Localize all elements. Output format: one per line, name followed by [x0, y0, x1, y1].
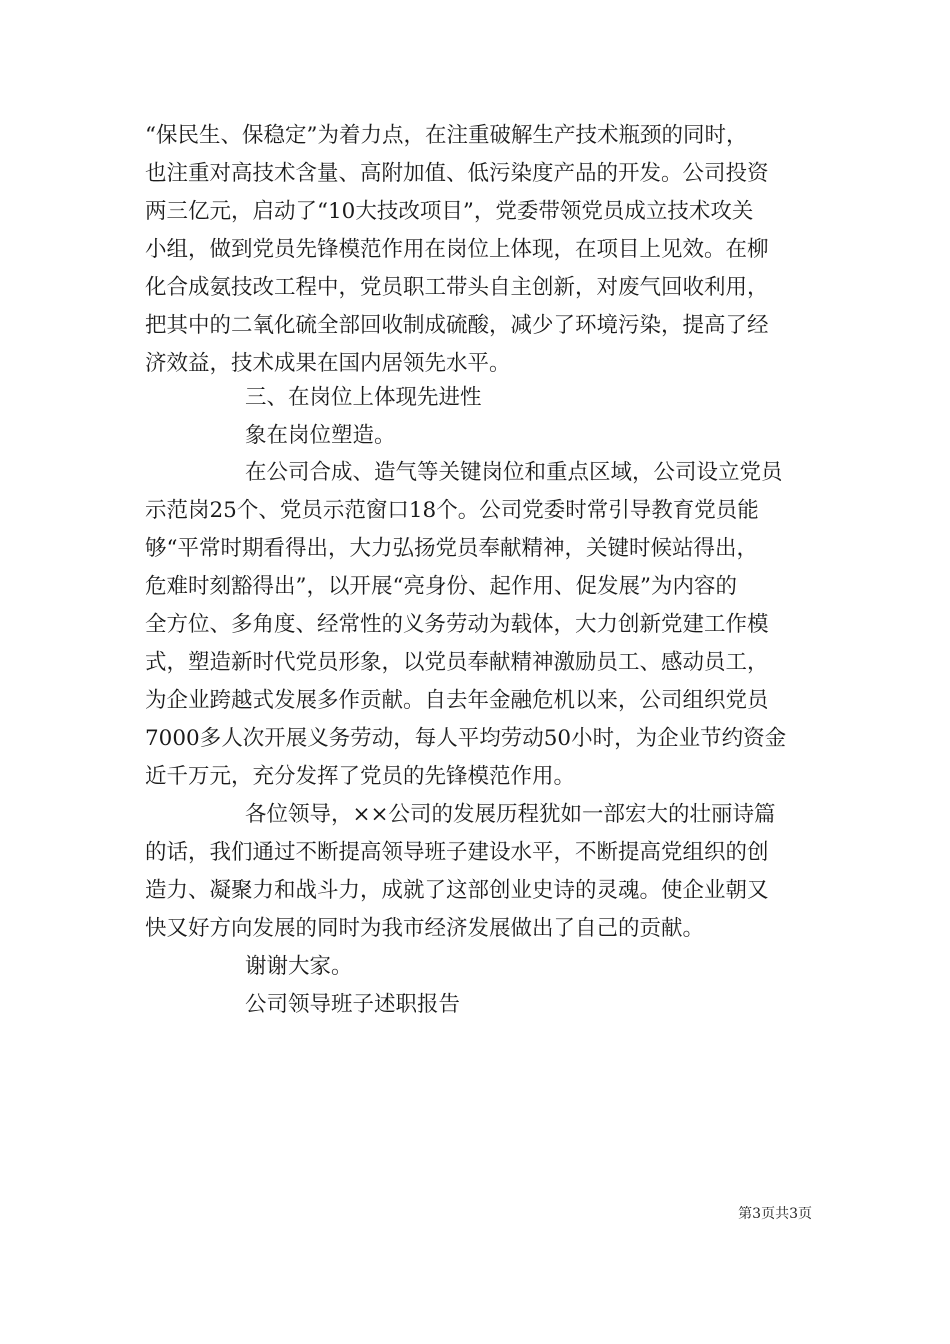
paragraph-line: 7000多人次开展义务劳动，每人平均劳动50小时，为企业节约资金: [145, 726, 787, 751]
paragraph-line: 全方位、多角度、经常性的义务劳动为载体，大力创新党建工作模: [145, 612, 769, 637]
section-heading: 三、在岗位上体现先进性: [245, 385, 482, 410]
page-number: 第3页共3页: [738, 1206, 812, 1222]
paragraph-line: 造力、凝聚力和战斗力，成就了这部创业史诗的灵魂。使企业朝又: [145, 878, 769, 903]
paragraph-line: 为企业跨越式发展多作贡献。自去年金融危机以来，公司组织党员: [145, 688, 769, 713]
paragraph-line: 济效益，技术成果在国内居领先水平。: [145, 351, 511, 376]
paragraph-line: 小组，做到党员先锋模范作用在岗位上体现，在项目上见效。在柳: [145, 237, 769, 262]
paragraph-line: 近千万元，充分发挥了党员的先锋模范作用。: [145, 764, 576, 789]
paragraph-line: 快又好方向发展的同时为我市经济发展做出了自己的贡献。: [145, 916, 705, 941]
paragraph-line: 把其中的二氧化硫全部回收制成硫酸，减少了环境污染，提高了经: [145, 313, 769, 338]
report-title-line: 公司领导班子述职报告: [245, 992, 461, 1017]
paragraph-line: 够“平常时期看得出，大力弘扬党员奉献精神，关键时候站得出，: [145, 536, 758, 561]
paragraph-line: 象在岗位塑造。: [245, 423, 396, 448]
paragraph-line: 两三亿元，启动了“10大技改项目”，党委带领党员成立技术攻关: [145, 199, 754, 224]
paragraph-line: “保民生、保稳定”为着力点，在注重破解生产技术瓶颈的同时，: [145, 123, 748, 148]
paragraph-line: 示范岗25个、党员示范窗口18个。公司党委时常引导教育党员能: [145, 498, 759, 523]
paragraph-line: 在公司合成、造气等关键岗位和重点区域，公司设立党员: [245, 460, 783, 485]
paragraph-line: 的话，我们通过不断提高领导班子建设水平，不断提高党组织的创: [145, 840, 769, 865]
paragraph-line: 也注重对高技术含量、高附加值、低污染度产品的开发。公司投资: [145, 161, 769, 186]
paragraph-line: 化合成氨技改工程中，党员职工带头自主创新，对废气回收利用，: [145, 275, 769, 300]
paragraph-line: 危难时刻豁得出”，以开展“亮身份、起作用、促发展”为内容的: [145, 574, 737, 599]
paragraph-line: 式，塑造新时代党员形象，以党员奉献精神激励员工、感动员工，: [145, 650, 769, 675]
paragraph-line: 各位领导，××公司的发展历程犹如一部宏大的壮丽诗篇: [245, 802, 776, 827]
closing-line: 谢谢大家。: [245, 954, 353, 979]
